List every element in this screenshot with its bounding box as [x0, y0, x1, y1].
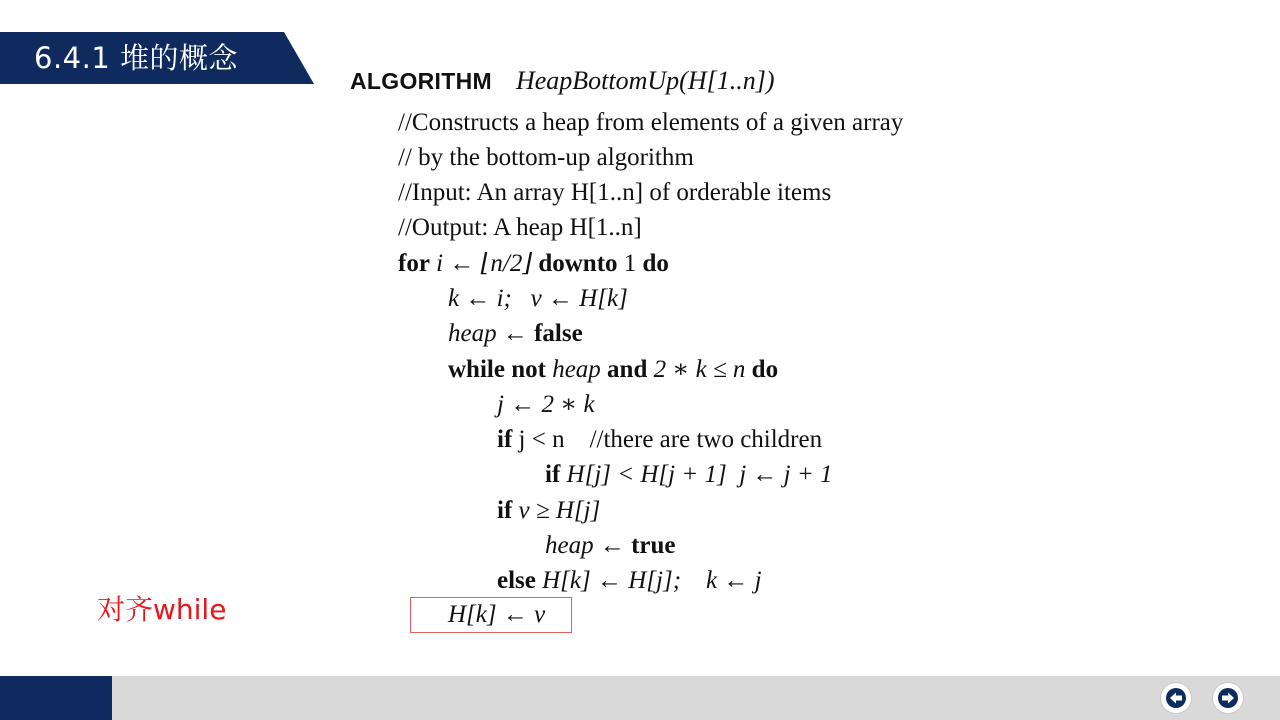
footer-accent-block — [0, 676, 112, 720]
keyword-do: do — [642, 250, 669, 277]
keyword-do: do — [751, 356, 779, 383]
comment-text: // by the bottom-up algorithm — [398, 144, 694, 171]
nested-if-line — [545, 459, 832, 491]
keyword-if: if — [497, 497, 513, 524]
algorithm-keyword: ALGORITHM — [350, 68, 492, 94]
assignment-line — [448, 283, 628, 315]
annotation-note: 对齐while — [97, 593, 227, 626]
if-line — [497, 495, 600, 527]
comment-line — [398, 212, 642, 244]
if-line — [497, 424, 822, 456]
keyword-downto: downto — [538, 250, 618, 277]
heap-variable: heap — [545, 356, 608, 383]
comment-line — [398, 142, 694, 174]
assignment-text: j ← 2 ∗ k — [497, 391, 595, 418]
while-loop-line — [448, 354, 778, 386]
comment-line — [398, 107, 903, 139]
assign-arrow: ← — [593, 532, 632, 559]
slide-title: 6.4.1 堆的概念 — [34, 41, 239, 75]
comment-line — [398, 177, 831, 209]
comment-text: //Input: An array H[1..n] of orderable items — [398, 179, 832, 206]
keyword-for: for — [398, 250, 430, 277]
heap-variable: heap — [545, 532, 594, 559]
next-slide-button[interactable] — [1212, 682, 1244, 714]
arrow-right-icon — [1217, 687, 1239, 709]
keyword-else: else — [497, 567, 536, 594]
loop-range: i ← ⌊n/2⌋ — [429, 250, 539, 277]
keyword-if: if — [497, 426, 513, 453]
keyword-true: true — [631, 532, 676, 559]
heap-init-line — [448, 318, 583, 350]
assignment-line — [497, 389, 595, 421]
if-condition: j < n //there are two children — [512, 426, 823, 453]
keyword-false: false — [534, 320, 583, 347]
algorithm-header — [350, 64, 775, 98]
keyword-if: if — [545, 461, 561, 488]
algorithm-signature: HeapBottomUp(H[1..n]) — [515, 66, 775, 95]
else-statement: H[k] ← H[j]; k ← j — [535, 567, 762, 594]
keyword-while-not: while not — [448, 356, 546, 383]
loop-bound: 1 — [617, 250, 643, 277]
comment-text: //Output: A heap H[1..n] — [398, 214, 642, 241]
previous-slide-button[interactable] — [1160, 682, 1192, 714]
assign-arrow: ← — [496, 320, 535, 347]
if-condition: v ≥ H[j] — [512, 497, 601, 524]
assignment-text: k ← i; v ← H[k] — [448, 285, 628, 312]
arrow-left-icon — [1165, 687, 1187, 709]
final-assignment-line — [448, 599, 545, 631]
heap-true-line — [545, 530, 676, 562]
keyword-and: and — [607, 356, 648, 383]
footer-bar — [0, 676, 1280, 720]
comment-text: //Constructs a heap from elements of a given array — [398, 109, 904, 136]
heap-variable: heap — [448, 320, 497, 347]
while-condition: 2 ∗ k ≤ n — [647, 356, 752, 383]
else-line — [497, 565, 762, 597]
for-loop-line — [398, 248, 669, 280]
if-condition: H[j] < H[j + 1] j ← j + 1 — [560, 461, 833, 488]
final-assignment-text: H[k] ← v — [448, 601, 546, 628]
